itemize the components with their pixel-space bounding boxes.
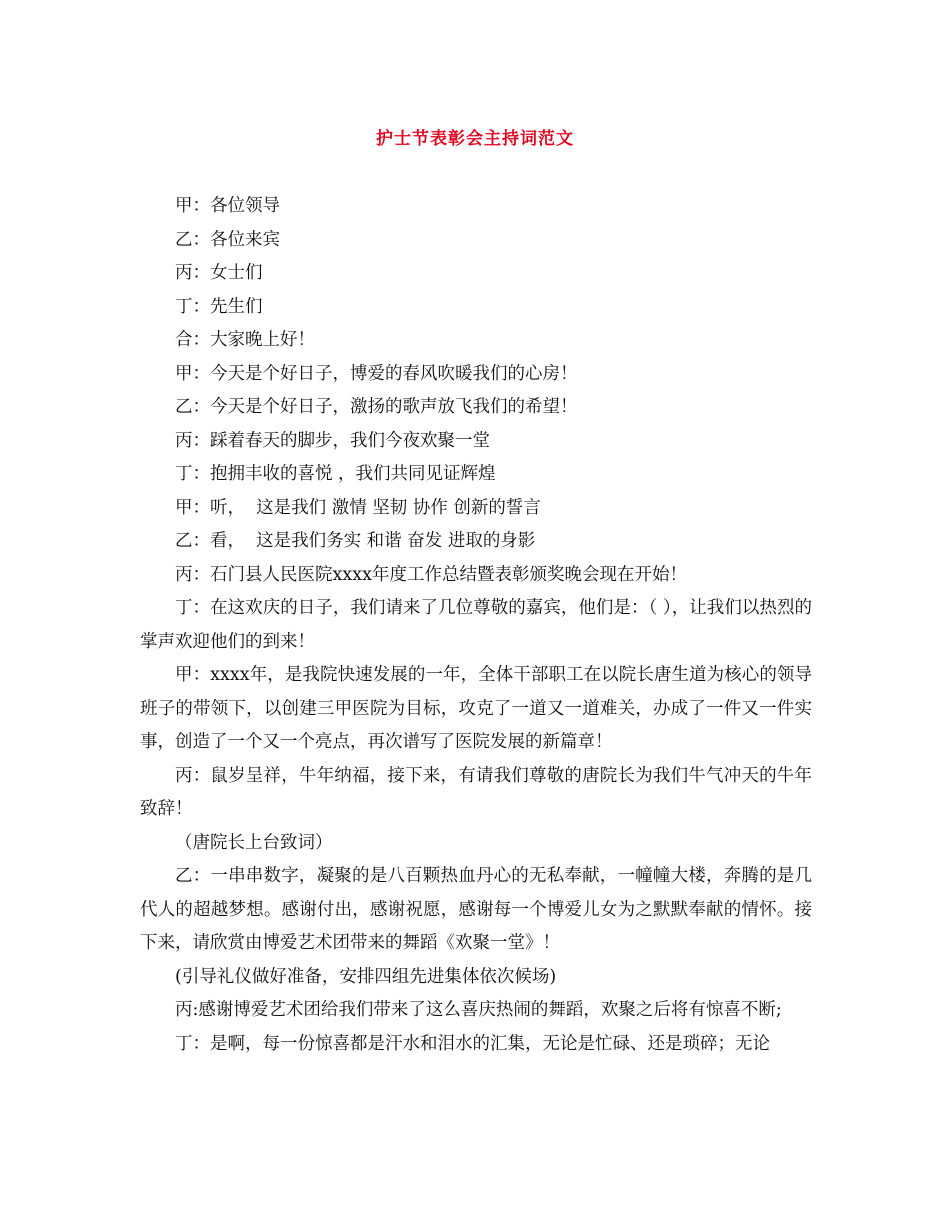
document-title: 护士节表彰会主持词范文	[376, 129, 574, 149]
paragraph: 丁：抱拥丰收的喜悦 ，我们共同见证辉煌	[175, 464, 496, 484]
paragraph: 合：大家晚上好！	[175, 330, 315, 350]
paragraph: 甲：各位领导	[175, 196, 280, 216]
paragraph: 丙：踩着春天的脚步，我们今夜欢聚一堂	[175, 430, 490, 451]
paragraph: 乙：各位来宾	[175, 229, 280, 250]
paragraph: 乙：今天是个好日子，激扬的歌声放飞我们的希望！	[175, 397, 578, 417]
paragraph: 丙：石门县人民医院xxxx年度工作总结暨表彰颁奖晚会现在开始！	[175, 564, 687, 585]
paragraph: 甲：今天是个好日子，博爱的春风吹暖我们的心房！	[175, 363, 578, 384]
paragraph: 乙：一串串数字，凝聚的是八百颗热血丹心的无私奉献，一幢幢大楼，奔腾的是几代人的超越梦想。感谢付出，感谢祝愿，感谢每一个博爱儿女为之默默奉献的情怀。接下来，请欣赏由博爱艺术团带来的舞蹈《欢聚一堂》！	[140, 866, 812, 953]
paragraph: 丁：先生们	[175, 296, 263, 317]
paragraph: 丙：女士们	[175, 263, 263, 283]
paragraph: 丁：在这欢庆的日子，我们请来了几位尊敬的嘉宾，他们是：（ ），让我们以热烈的掌声欢迎他们的到来！	[140, 598, 812, 652]
paragraph: 丙：鼠岁呈祥，牛年纳福，接下来，有请我们尊敬的唐院长为我们牛气冲天的牛年致辞！	[140, 765, 812, 819]
document-body	[140, 190, 812, 1061]
paragraph: 丙:感谢博爱艺术团给我们带来了这么喜庆热闹的舞蹈，欢聚之后将有惊喜不断;	[175, 1000, 782, 1020]
paragraph: （唐院长上台致词）	[175, 832, 333, 853]
paragraph: 丁：是啊，每一份惊喜都是汗水和泪水的汇集，无论是忙碌、还是琐碎；无论	[175, 1033, 770, 1054]
paragraph: 甲：xxxx年，是我院快速发展的一年，全体干部职工在以院长唐生道为核心的领导班子的带领下，以创建三甲医院为目标，攻克了一道又一道难关，办成了一件又一件实事，创造了一个又一个亮点，再次谱写了医院发展的新篇章！	[140, 665, 812, 752]
paragraph: (引导礼仪做好准备，安排四组先进集体依次候场)	[175, 966, 557, 987]
paragraph: 甲：听， 这是我们 激情 坚韧 协作 创新的誓言	[175, 497, 541, 518]
paragraph: 乙：看， 这是我们务实 和谐 奋发 进取的身影	[175, 531, 536, 551]
